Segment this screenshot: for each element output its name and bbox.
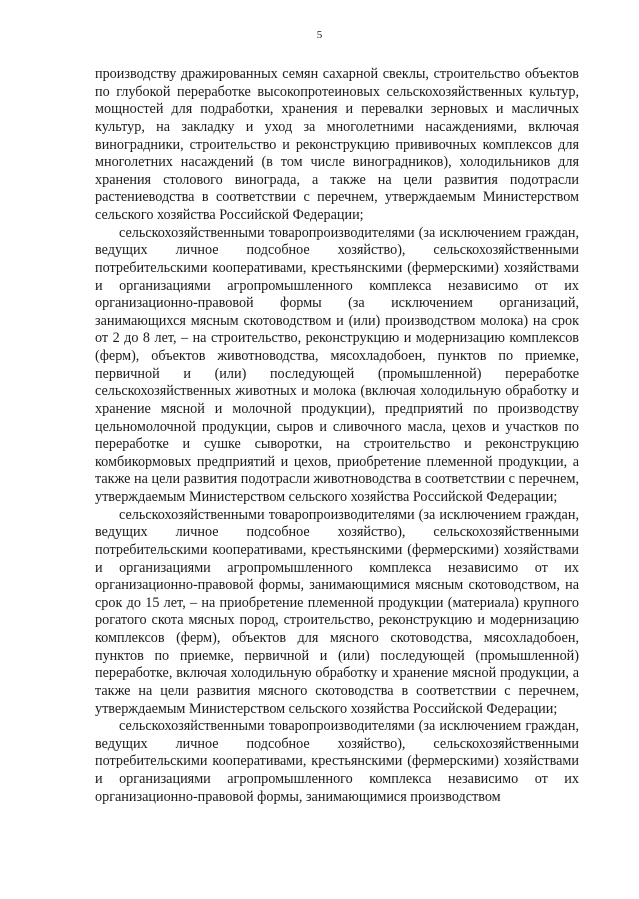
paragraph-4: сельскохозяйственными товаропроизводителями (за исключением граждан, ведущих личное подсобное хозяйство), сельскохозяйственными потребительскими кооперативами, крестьянскими (фермерскими) хозяйствами и организациями агропромышленного комплекса независимо от их организационно-правовой формы, занимающимися производством [95,718,579,805]
document-body [95,66,579,806]
page-number: 5 [316,29,323,41]
paragraph-2: сельскохозяйственными товаропроизводителями (за исключением граждан, ведущих личное подсобное хозяйство), сельскохозяйственными потребительскими кооперативами, крестьянскими (фермерскими) хозяйствами и организациями агропромышленного комплекса независимо от их организационно-правовой формы (за исключением организаций, занимающихся мясным скотоводством и (или) производством молока) на срок от 2 до 8 лет, – на строительство, реконструкцию и модернизацию комплексов (ферм), объектов животноводства, мясохладобоен, пунктов по приемке, первичной и (или) последующей (промышленной) переработке сельскохозяйственных животных и молока (включая холодильную обработку и хранение мясной и молочной продукции), предприятий по производству цельномолочной продукции, сыров и сливочного масла, цехов и участков по переработке и сушке сыворотки, на строительство и реконструкцию комбикормовых предприятий и цехов, приобретение племенной продукции, а также на цели развития подотрасли животноводства в соответствии с перечнем, утверждаемым Министерством сельского хозяйства Российской Федерации; [95,224,579,505]
paragraph-1: производству дражированных семян сахарной свеклы, строительство объектов по глубокой переработке высокопротеиновых сельскохозяйственных культур, мощностей для подработки, хранения и перевалки зерновых и масличных культур, на закладку и уход за многолетними насаждениями, включая виноградники, строительство и реконструкцию прививочных комплексов для многолетних насаждений (в том числе виноградников), холодильников для хранения столового винограда, а также на цели развития подотрасли растениеводства в соответствии с перечнем, утверждаемым Министерством сельского хозяйства Российской Федерации; [95,66,579,223]
paragraph-3: сельскохозяйственными товаропроизводителями (за исключением граждан, ведущих личное подсобное хозяйство), сельскохозяйственными потребительскими кооперативами, крестьянскими (фермерскими) хозяйствами и организациями агропромышленного комплекса независимо от их организационно-правовой формы, занимающимися мясным скотоводством, на срок до 15 лет, – на приобретение племенной продукции (материала) крупного рогатого скота мясных пород, строительство, реконструкцию и модернизацию комплексов (ферм), объектов для мясного скотоводства, мясохладобоен, пунктов по приемке, первичной и (или) последующей (промышленной) переработке, включая холодильную обработку и хранение мясной продукции, а также на цели развития мясного скотоводства в соответствии с перечнем, утверждаемым Министерством сельского хозяйства Российской Федерации; [95,506,579,717]
